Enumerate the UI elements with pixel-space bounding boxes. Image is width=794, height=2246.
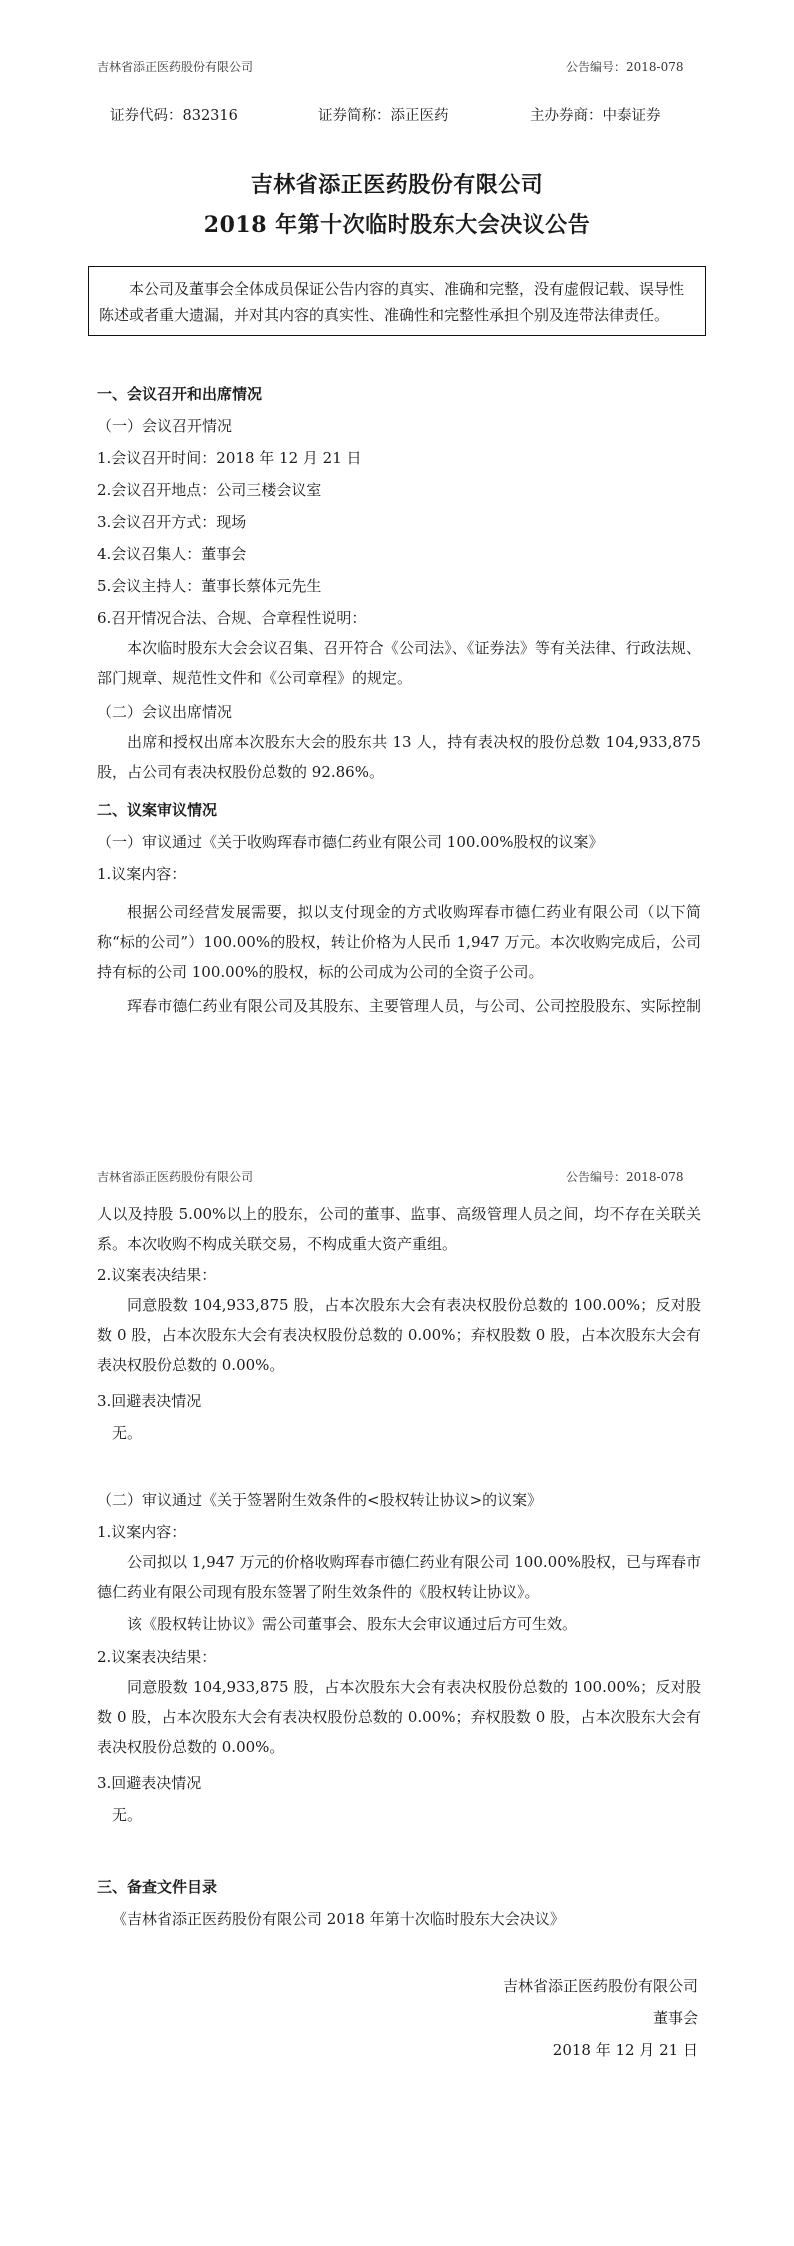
motion-2-avoid-label: 3.回避表决情况 bbox=[97, 1774, 202, 1792]
motion-1-avoid-label: 3.回避表决情况 bbox=[97, 1392, 202, 1410]
motion-1-avoid-text: 无。 bbox=[112, 1424, 143, 1442]
signature-board: 董事会 bbox=[652, 2009, 698, 2027]
legality-text: 本次临时股东大会会议召集、召开符合《公司法》、《证券法》等有关法律、行政法规、部门规章、规范性文件和《公司章程》的规定。 bbox=[97, 639, 701, 687]
securities-abbr: 证券简称：添正医药 bbox=[318, 108, 449, 124]
sponsor-broker: 主办券商：中泰证券 bbox=[530, 108, 661, 124]
meeting-time: 1.会议召开时间：2018 年 12 月 21 日 bbox=[97, 449, 362, 467]
motion-2-vote-result: 同意股数 104,933,875 股，占本次股东大会有表决权股份总数的 100.00%；反对股数 0 股，占本次股东大会有表决权股份总数的 0.00%；弃权股数 0 股，占本次股东大会有表决权股份总数的 0.00%。 bbox=[97, 1678, 701, 1756]
running-header-announcement-no-p2: 公告编号：2018-078 bbox=[566, 1170, 684, 1184]
running-header-company-p2: 吉林省添正医药股份有限公司 bbox=[97, 1170, 254, 1184]
disclaimer-box bbox=[88, 266, 706, 336]
section-1-sub-2: （二）会议出席情况 bbox=[97, 703, 233, 721]
motion-2-vote-label: 2.议案表决结果： bbox=[97, 1648, 217, 1666]
section-3-heading: 三、备查文件目录 bbox=[97, 1878, 218, 1896]
signature-date: 2018 年 12 月 21 日 bbox=[552, 2041, 698, 2059]
legality-label: 6.召开情况合法、合规、合章程性说明： bbox=[97, 609, 367, 627]
attendance-text: 出席和授权出席本次股东大会的股东共 13 人，持有表决权的股份总数 104,933,875 股，占公司有表决权股份总数的 92.86%。 bbox=[97, 733, 701, 781]
page-title-line1: 吉林省添正医药股份有限公司 bbox=[250, 172, 544, 198]
motion-1-content-label: 1.议案内容： bbox=[97, 865, 187, 883]
page-title-line2: 2018 年第十次临时股东大会决议公告 bbox=[203, 212, 591, 238]
motion-2-content-label: 1.议案内容： bbox=[97, 1523, 187, 1541]
motion-1-paragraph-2-start: 珲春市德仁药业有限公司及其股东、主要管理人员，与公司、公司控股股东、实际控制 bbox=[127, 997, 701, 1015]
meeting-host: 5.会议主持人：董事长蔡体元先生 bbox=[97, 577, 322, 595]
motion-1-paragraph-1: 根据公司经营发展需要，拟以支付现金的方式收购珲春市德仁药业有限公司（以下简称“标的公司”）100.00%的股权，转让价格为人民币 1,947 万元。本次收购完成后，公司持有标的公司 100.00%的股权，标的公司成为公司的全资子公司。 bbox=[97, 903, 701, 981]
reference-document: 《吉林省添正医药股份有限公司 2018 年第十次临时股东大会决议》 bbox=[112, 1910, 565, 1928]
motion-1-paragraph-2-continued bbox=[97, 1199, 701, 1259]
section-2-heading: 二、议案审议情况 bbox=[97, 801, 218, 819]
page-2 bbox=[0, 1160, 794, 2246]
meeting-place: 2.会议召开地点：公司三楼会议室 bbox=[97, 481, 322, 499]
motion-1-title: （一）审议通过《关于收购珲春市德仁药业有限公司 100.00%股权的议案》 bbox=[97, 833, 604, 851]
section-1-sub-1: （一）会议召开情况 bbox=[97, 417, 233, 435]
motion-2-paragraph-2: 该《股权转让协议》需公司董事会、股东大会审议通过后方可生效。 bbox=[127, 1615, 578, 1633]
motion-2-avoid-text: 无。 bbox=[112, 1806, 143, 1824]
disclaimer-text: 本公司及董事会全体成员保证公告内容的真实、准确和完整，没有虚假记载、误导性陈述或者重大遗漏，并对其内容的真实性、准确性和完整性承担个别及连带法律责任。 bbox=[99, 280, 685, 324]
running-header-company: 吉林省添正医药股份有限公司 bbox=[97, 60, 254, 74]
signature-company: 吉林省添正医药股份有限公司 bbox=[502, 1977, 698, 1995]
section-1-heading: 一、会议召开和出席情况 bbox=[97, 385, 263, 403]
motion-2-title: （二）审议通过《关于签署附生效条件的<股权转让协议>的议案》 bbox=[97, 1491, 543, 1509]
meeting-method: 3.会议召开方式：现场 bbox=[97, 513, 247, 531]
motion-2-paragraph-1: 公司拟以 1,947 万元的价格收购珲春市德仁药业有限公司 100.00%股权，已与珲春市德仁药业有限公司现有股东签署了附生效条件的《股权转让协议》。 bbox=[97, 1553, 701, 1601]
motion-1-vote-result: 同意股数 104,933,875 股，占本次股东大会有表决权股份总数的 100.00%；反对股数 0 股，占本次股东大会有表决权股份总数的 0.00%；弃权股数 0 股，占本次股东大会有表决权股份总数的 0.00%。 bbox=[97, 1296, 701, 1374]
securities-code: 证券代码：832316 bbox=[110, 108, 238, 124]
motion-1-vote-label: 2.议案表决结果： bbox=[97, 1266, 217, 1284]
motion-1-paragraph-2-text: 人以及持股 5.00%以上的股东，公司的董事、监事、高级管理人员之间，均不存在关联关系。本次收购不构成关联交易，不构成重大资产重组。 bbox=[97, 1205, 701, 1253]
meeting-convener: 4.会议召集人：董事会 bbox=[97, 545, 247, 563]
running-header-announcement-no: 公告编号：2018-078 bbox=[566, 60, 684, 74]
